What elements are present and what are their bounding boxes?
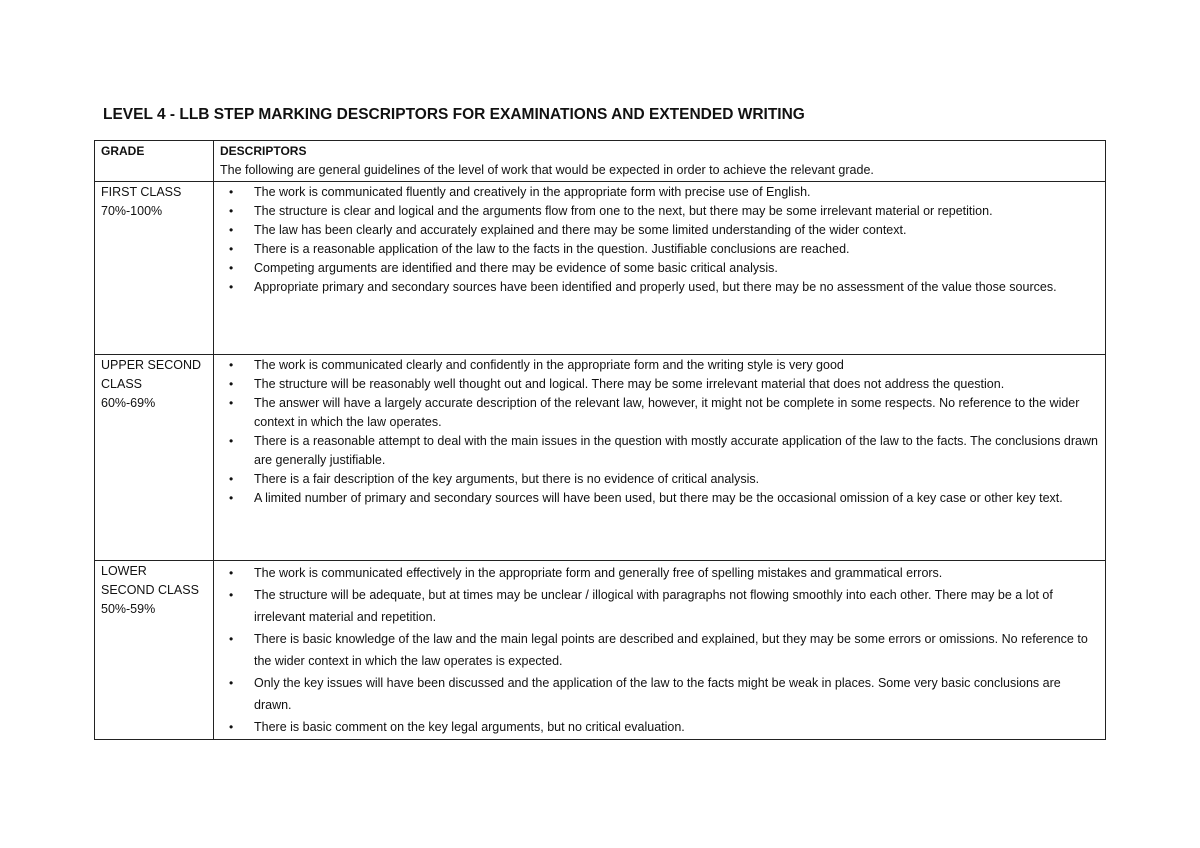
bullet-icon: •	[229, 358, 234, 372]
table-row	[95, 355, 1106, 561]
list-item	[229, 375, 1099, 394]
grade-label: UPPER SECOND	[101, 358, 202, 372]
descriptor-text: Competing arguments are identified and there may be evidence of some basic critical analysis.	[254, 261, 778, 275]
list-item	[229, 240, 1099, 259]
bullet-icon: •	[229, 676, 234, 690]
list-item	[229, 221, 1099, 240]
list-item	[229, 432, 1099, 470]
grade-label: CLASS	[101, 377, 142, 391]
grade-header: GRADE	[101, 144, 145, 158]
descriptor-text: Only the key issues will have been discussed and the application of the law to the facts might be weak in places. Some very basic conclusions are drawn.	[254, 676, 1061, 712]
list-item	[229, 394, 1099, 432]
descriptor-cell	[214, 182, 1106, 355]
descriptors-intro: The following are general guidelines of the level of work that would be expected in order to achieve the relevant grade.	[220, 163, 874, 177]
descriptor-text: There is basic comment on the key legal arguments, but no critical evaluation.	[254, 720, 685, 734]
descriptor-text: The work is communicated clearly and confidently in the appropriate form and the writing style is very good	[254, 358, 844, 372]
grade-range: 70%-100%	[101, 204, 163, 218]
descriptor-list	[220, 183, 1099, 297]
marking-descriptors-table	[94, 140, 1106, 740]
descriptor-cell	[214, 355, 1106, 561]
table-row	[95, 561, 1106, 740]
list-item	[229, 202, 1099, 221]
bullet-icon: •	[229, 472, 234, 486]
table-header-row	[95, 141, 1106, 182]
descriptor-text: The structure will be reasonably well thought out and logical. There may be some irrelevant material that does not address the question.	[254, 377, 1005, 391]
descriptor-text: The structure is clear and logical and the arguments flow from one to the next, but there may be some irrelevant material or repetition.	[254, 204, 993, 218]
table-row	[95, 182, 1106, 355]
list-item	[229, 278, 1099, 297]
page-title: LEVEL 4 - LLB STEP MARKING DESCRIPTORS FOR EXAMINATIONS AND EXTENDED WRITING	[103, 106, 805, 123]
descriptor-text: The structure will be adequate, but at times may be unclear / illogical with paragraphs not flowing smoothly into each other. There may be a lot of irrelevant material and repetition.	[254, 588, 1053, 624]
grade-label: FIRST CLASS	[101, 185, 182, 199]
descriptor-list	[220, 562, 1099, 738]
bullet-icon: •	[229, 261, 234, 275]
descriptor-cell	[214, 561, 1106, 740]
grade-label: LOWER	[101, 564, 147, 578]
descriptors-header-cell	[214, 141, 1106, 182]
list-item	[229, 470, 1099, 489]
list-item	[229, 672, 1099, 716]
descriptor-text: The work is communicated effectively in the appropriate form and generally free of spelling mistakes and grammatical errors.	[254, 566, 943, 580]
bullet-icon: •	[229, 632, 234, 646]
list-item	[229, 356, 1099, 375]
bullet-icon: •	[229, 242, 234, 256]
bullet-icon: •	[229, 223, 234, 237]
list-item	[229, 628, 1099, 672]
list-item	[229, 716, 1099, 738]
bullet-icon: •	[229, 588, 234, 602]
list-item	[229, 584, 1099, 628]
bullet-icon: •	[229, 280, 234, 294]
bullet-icon: •	[229, 377, 234, 391]
grade-label: SECOND CLASS	[101, 583, 199, 597]
descriptor-text: A limited number of primary and secondary sources will have been used, but there may be the occasional omission of a key case or other key text.	[254, 491, 1063, 505]
descriptor-list	[220, 356, 1099, 508]
bullet-icon: •	[229, 720, 234, 734]
list-item	[229, 259, 1099, 278]
bullet-icon: •	[229, 434, 234, 448]
bullet-icon: •	[229, 185, 234, 199]
grade-range: 50%-59%	[101, 602, 156, 616]
grade-header-cell	[95, 141, 214, 182]
descriptor-text: There is a fair description of the key arguments, but there is no evidence of critical analysis.	[254, 472, 760, 486]
descriptors-header: DESCRIPTORS	[220, 144, 307, 158]
bullet-icon: •	[229, 491, 234, 505]
descriptor-text: There is basic knowledge of the law and the main legal points are described and explained, but they may be some errors or omissions. No reference to the wider context in which the law operates is expected.	[254, 632, 1088, 668]
descriptor-text: Appropriate primary and secondary sources have been identified and properly used, but there may be no assessment of the value those sources.	[254, 280, 1057, 294]
descriptor-text: There is a reasonable application of the law to the facts in the question. Justifiable conclusions are reached.	[254, 242, 850, 256]
list-item	[229, 562, 1099, 584]
list-item	[229, 183, 1099, 202]
list-item	[229, 489, 1099, 508]
descriptor-text: There is a reasonable attempt to deal with the main issues in the question with mostly accurate application of the law to the facts. The conclusions drawn are generally justifiable.	[254, 434, 1098, 467]
descriptor-text: The work is communicated fluently and creatively in the appropriate form with precise use of English.	[254, 185, 811, 199]
descriptor-text: The law has been clearly and accurately explained and there may be some limited understanding of the wider context.	[254, 223, 907, 237]
grade-range: 60%-69%	[101, 396, 156, 410]
grade-cell	[95, 561, 214, 740]
bullet-icon: •	[229, 204, 234, 218]
bullet-icon: •	[229, 396, 234, 410]
descriptor-text: The answer will have a largely accurate description of the relevant law, however, it might not be complete in some respects. No reference to the wider context in which the law operates.	[254, 396, 1080, 429]
grade-cell	[95, 355, 214, 561]
bullet-icon: •	[229, 566, 234, 580]
grade-cell	[95, 182, 214, 355]
